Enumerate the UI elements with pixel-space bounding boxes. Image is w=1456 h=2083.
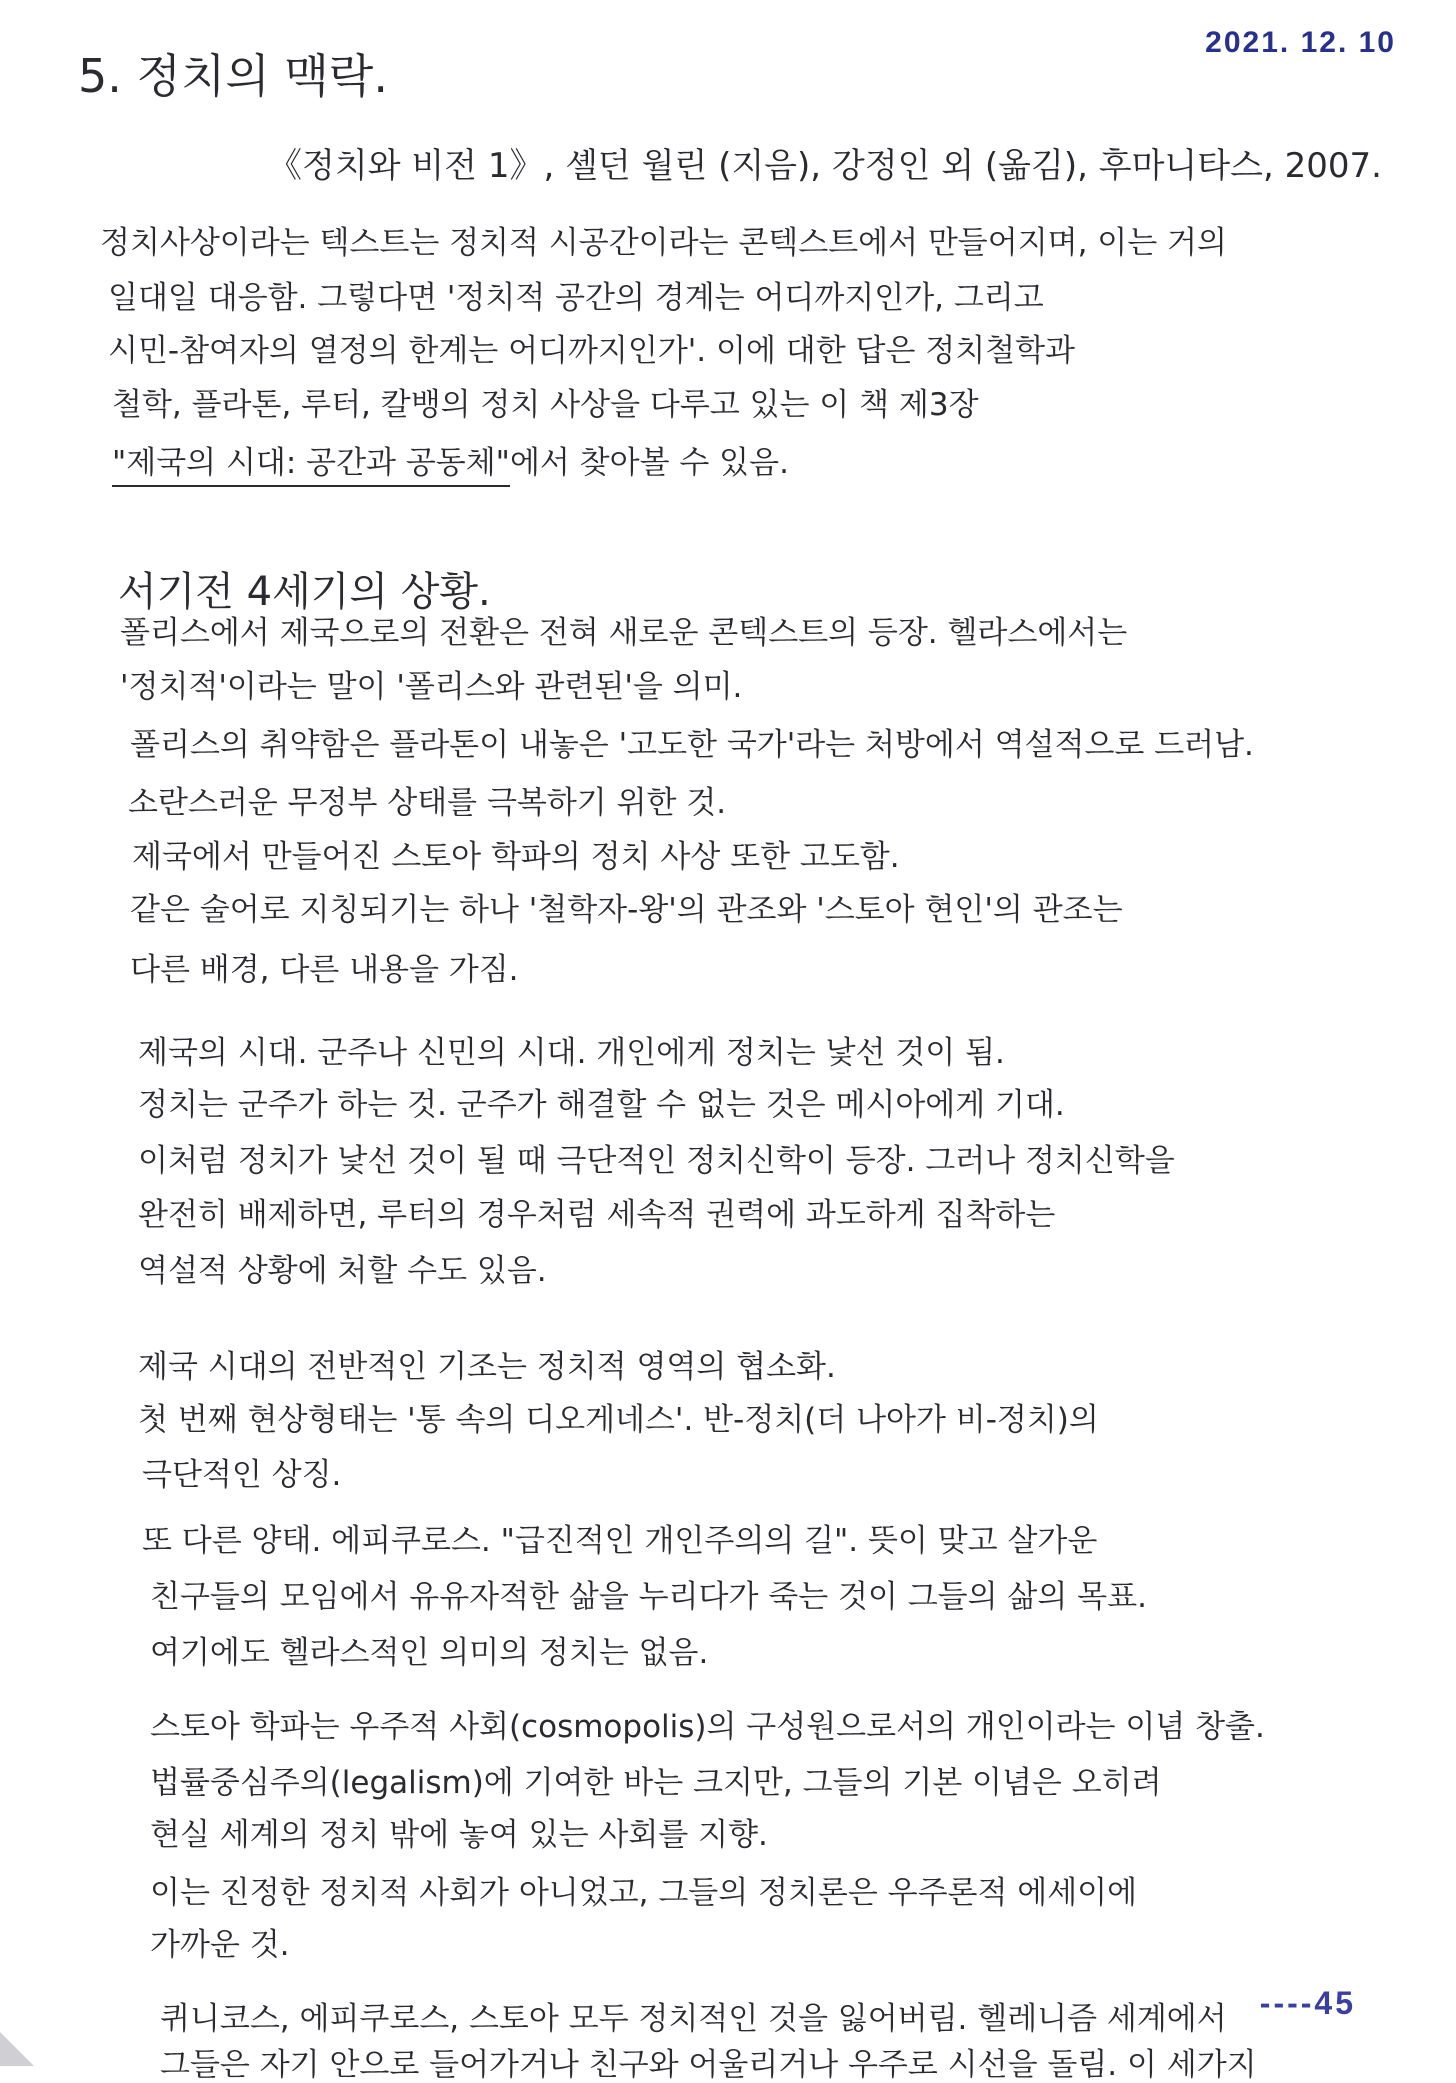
date-stamp: 2021. 12. 10 [1205, 26, 1396, 59]
text-line: 제국의 시대. 군주나 신민의 시대. 개인에게 정치는 낯선 것이 됨. [138, 1035, 1005, 1071]
text-line: 그들은 자기 안으로 들어가거나 친구와 어울리거나 우주로 시선을 돌림. 이 세가지 [160, 2047, 1257, 2083]
underlined-chapter-title: "제국의 시대: 공간과 공동체" [112, 445, 510, 487]
text-line: 이처럼 정치가 낯선 것이 될 때 극단적인 정치신학이 등장. 그러나 정치신학을 [138, 1143, 1175, 1179]
text-line: 법률중심주의(legalism)에 기여한 바는 크지만, 그들의 기본 이념은 오히려 [150, 1765, 1162, 1801]
text-line: 가까운 것. [150, 1927, 290, 1963]
text-line: 제국에서 만들어진 스토아 학파의 정치 사상 또한 고도함. [132, 839, 900, 875]
text-line: 또 다른 양태. 에피쿠로스. "급진적인 개인주의의 길". 뜻이 맞고 살가운 [142, 1523, 1098, 1559]
text-line: 정치사상이라는 텍스트는 정치적 시공간이라는 콘텍스트에서 만들어지며, 이는 거의 [100, 225, 1227, 261]
text-line: 완전히 배제하면, 루터의 경우처럼 세속적 권력에 과도하게 집착하는 [138, 1197, 1056, 1233]
text-line: 첫 번째 현상형태는 '통 속의 디오게네스'. 반-정치(더 나아가 비-정치)의 [138, 1402, 1099, 1438]
text-line: 같은 술어로 지칭되기는 하나 '철학자-왕'의 관조와 '스토아 현인'의 관조는 [130, 892, 1123, 928]
text-line: 이는 진정한 정치적 사회가 아니었고, 그들의 정치론은 우주론적 에세이에 [150, 1875, 1138, 1911]
section-title: 5. 정치의 맥락. [78, 49, 388, 103]
text-line: 현실 세계의 정치 밖에 놓여 있는 사회를 지향. [150, 1817, 768, 1853]
subsection-heading: 서기전 4세기의 상황. [118, 569, 491, 615]
text-line: 친구들의 모임에서 유유자적한 삶을 누리다가 죽는 것이 그들의 삶의 목표. [150, 1579, 1147, 1615]
text-line: 철학, 플라톤, 루터, 칼뱅의 정치 사상을 다루고 있는 이 책 제3장 [112, 387, 979, 423]
text-line: 제국 시대의 전반적인 기조는 정치적 영역의 협소화. [138, 1349, 836, 1385]
text-line: 퀴니코스, 에피쿠로스, 스토아 모두 정치적인 것을 잃어버림. 헬레니즘 세계에서 [160, 2001, 1227, 2037]
text-line: 스토아 학파는 우주적 사회(cosmopolis)의 구성원으로서의 개인이라는 이념 창출. [150, 1709, 1265, 1745]
book-citation: 《정치와 비전 1》, 셸던 월린 (지음), 강정인 외 (옮김), 후마니타스, 2007. [268, 146, 1382, 186]
text-line: 소란스러운 무정부 상태를 극복하기 위한 것. [128, 785, 727, 821]
text-line [112, 445, 789, 481]
text-line: 시민-참여자의 열정의 한계는 어디까지인가'. 이에 대한 답은 정치철학과 [108, 333, 1075, 369]
text-line: 폴리스의 취약함은 플라톤이 내놓은 '고도한 국가'라는 처방에서 역설적으로 드러남. [130, 727, 1254, 763]
text-line: 폴리스에서 제국으로의 전환은 전혀 새로운 콘텍스트의 등장. 헬라스에서는 [120, 615, 1128, 651]
page-corner [0, 2032, 34, 2066]
text-line: 여기에도 헬라스적인 의미의 정치는 없음. [150, 1635, 709, 1671]
page-number: ----45 [1259, 1985, 1356, 2021]
text-line: 역설적 상황에 처할 수도 있음. [138, 1253, 547, 1289]
text-line: '정치적'이라는 말이 '폴리스와 관련된'을 의미. [120, 669, 743, 705]
text-line: 정치는 군주가 하는 것. 군주가 해결할 수 없는 것은 메시아에게 기대. [138, 1087, 1065, 1123]
text-line: 다른 배경, 다른 내용을 가짐. [130, 952, 519, 988]
text-line: 극단적인 상징. [142, 1457, 342, 1493]
text-fragment: 에서 찾아볼 수 있음. [509, 445, 789, 481]
text-line: 일대일 대응함. 그렇다면 '정치적 공간의 경계는 어디까지인가, 그리고 [108, 280, 1044, 316]
